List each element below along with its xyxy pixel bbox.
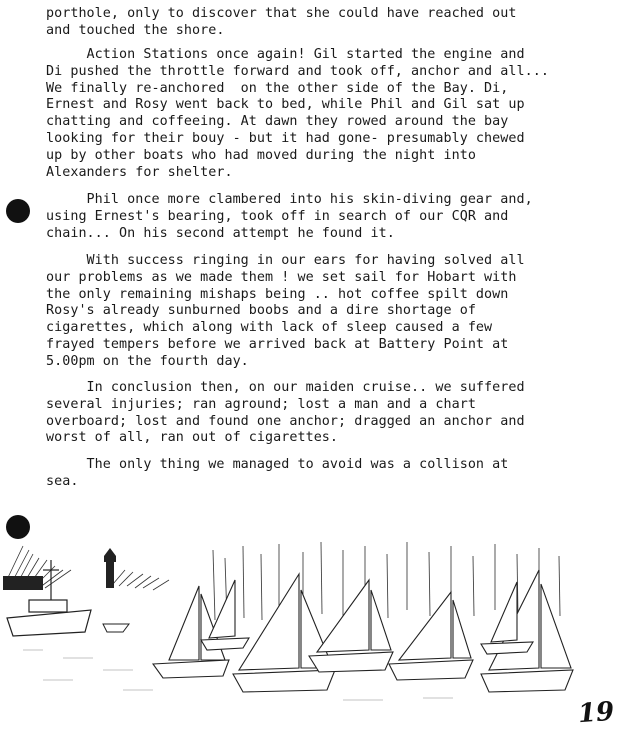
sailboat [389, 592, 473, 680]
harbour-sailboats-illustration [3, 540, 583, 712]
paragraph-skin-diving: Phil once more clambered into his skin-diving gear and, using Ernest's bearing, took off in search of our CQR and chain... On his second attempt he found it. [46, 192, 533, 241]
paragraph-porthole: porthole, only to discover that she could have reached out and touched the shore. [46, 6, 517, 38]
sailboat-fleet [153, 570, 573, 692]
punch-hole-lower [6, 515, 30, 539]
sailboat [233, 574, 335, 692]
paragraph-collision: The only thing we managed to avoid was a collison at sea. [46, 457, 509, 489]
dark-shore-block [3, 576, 43, 590]
page-number: 19 [576, 696, 616, 730]
punch-hole-upper [6, 199, 30, 223]
paragraph-success: With success ringing in our ears for having solved all our problems as we made them ! we set sail for Hobart with the only remaining mishaps being .. hot coffee spilt down Rosy's already sunburned boobs and a dire shortage of cigarettes, which along with lack of sleep caused a few frayed tempers before we arrived back at Battery Point at 5.00pm on the fourth day. [46, 253, 525, 369]
paragraph-conclusion: In conclusion then, on our maiden cruise.. we suffered several injuries; ran aground; lost a man and a chart overboard; lost and found one anchor; dragged an anchor and worst of all, ran out of cigarettes. [46, 380, 525, 446]
dinghy [103, 624, 129, 632]
paragraph-action-stations: Action Stations once again! Gil started the engine and Di pushed the throttle forward and took off, anchor and all... We finally re-anchored on the other side of the Bay. Di, Ernest and Rosy went back to bed, while Phil and Gil sat up chatting and coffeeing. At dawn they rowed around the bay looking for their bouy - but it had gone- presumably chewed up by other boats who had moved during the night into Alexanders for shelter. [46, 47, 549, 180]
moored-launch [7, 560, 91, 636]
